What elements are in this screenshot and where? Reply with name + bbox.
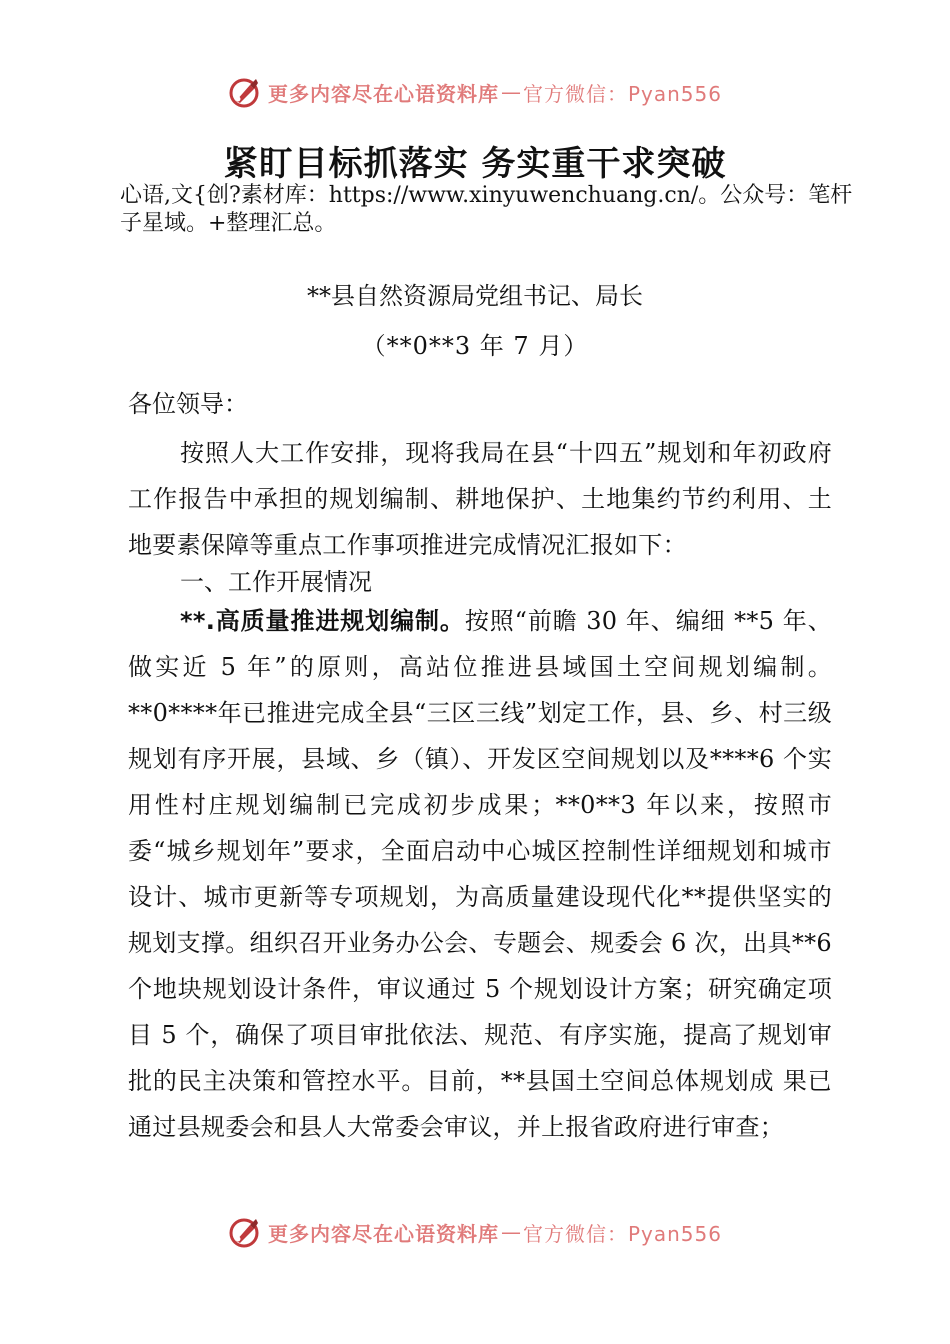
paragraph-lead: **.高质量推进规划编制。 — [180, 607, 465, 635]
paragraph-planning — [128, 598, 832, 1150]
banner-dash: — — [500, 1220, 521, 1244]
intro-paragraph: 按照人大工作安排，现将我局在县“十四五”规划和年初政府工作报告中承担的规划编制、耕地保护、土地集约节约利用、土地要素保障等重点工作事项推进完成情况汇报如下： — [128, 439, 832, 559]
section-heading: 一、工作开展情况 — [180, 568, 372, 596]
document-title: 紧盯目标抓落实 务实重干求突破 — [223, 144, 727, 184]
header-banner — [0, 72, 950, 112]
paragraph-body: 按照“前瞻 30 年、编细 **5 年、做实近 5 年”的原则，高站位推进县域国土空间规划编制。**0****年已推进完成全县“三区三线”划定工作，县、乡、村三级规划有序开展，县域、乡（镇）、开发区空间规划以及****6 个实用性村庄规划编制已完成初步成果；**0**3 年以来，按照市委“城乡规划年”要求，全面启动中心城区控制性详细规划和城市设计、城市更新等专项规划，为高质量建设现代化**提供坚实的规划支撑。组织召开业务办公会、专题会、规委会 6 次，出具**6 个地块规划设计条件，审议通过 5 个规划设计方案；研究确定项目 5 个，确保了项目审批依法、规范、有序实施，提高了规划审批的民主决策和管控水平。目前，**县国土空间总体规划成 果已通过县规委会和县人大常委会审议，并上报省政府进行审查； — [128, 607, 832, 1141]
brand-logo-icon — [228, 75, 262, 109]
brand-logo-icon — [228, 1215, 262, 1249]
banner-brand-text: 更多内容尽在心语资料库 — [267, 1221, 499, 1246]
source-note: 心语,文{创?素材库：https://www.xinyuwenchuang.cn/。公众号：笔杆子星域。+整理汇总。 — [120, 183, 853, 236]
date-line: （**0**3 年 7 月） — [361, 332, 589, 360]
greeting: 各位领导： — [128, 390, 248, 418]
banner-wechat-text: 官方微信：Pyan556 — [522, 81, 722, 106]
footer-banner — [0, 1212, 950, 1252]
banner-wechat-text: 官方微信：Pyan556 — [522, 1221, 722, 1246]
banner-brand-text: 更多内容尽在心语资料库 — [267, 81, 499, 106]
banner-dash: — — [500, 80, 521, 104]
author-line: **县自然资源局党组书记、局长 — [307, 282, 643, 310]
